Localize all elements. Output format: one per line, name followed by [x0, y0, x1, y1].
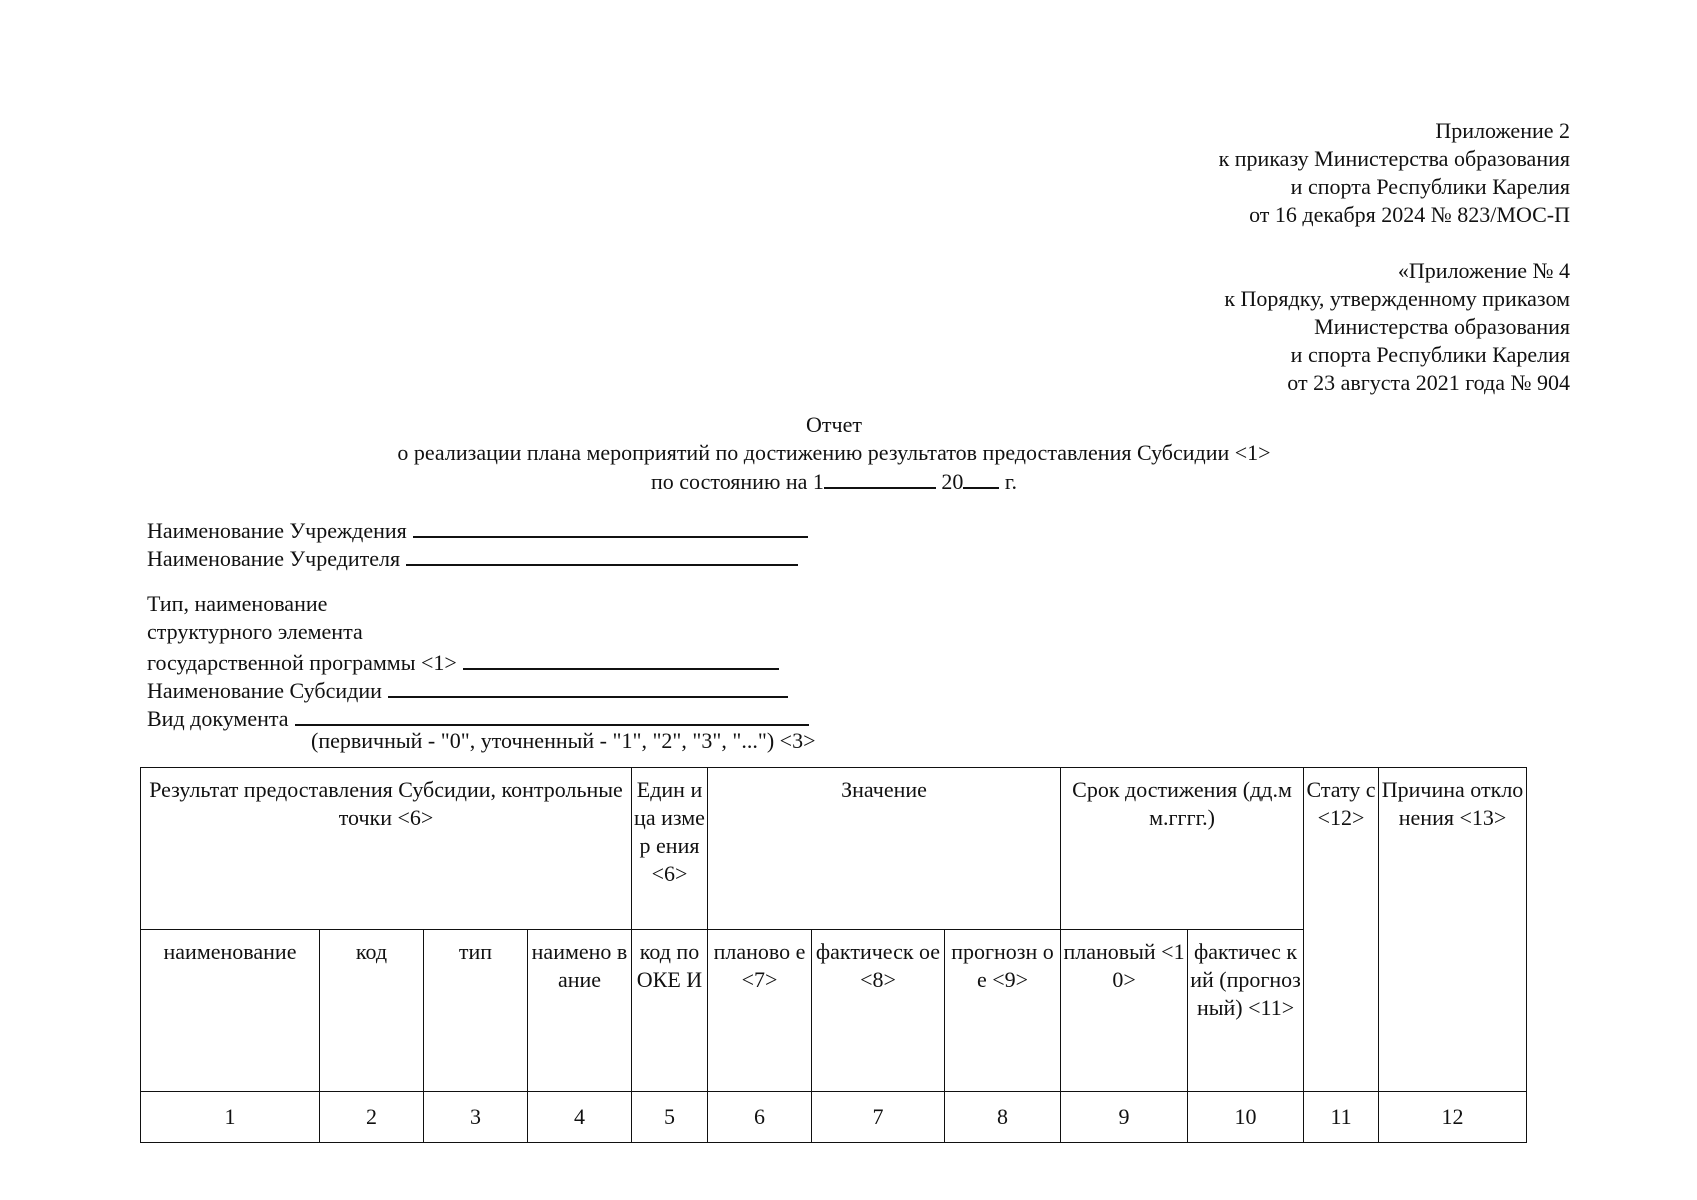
appendix-line: Приложение 2	[1435, 118, 1570, 143]
column-number: 4	[528, 1092, 632, 1143]
title-date-suffix: г.	[1004, 469, 1017, 494]
subsidy-field	[147, 674, 788, 705]
appendix-line: от 16 декабря 2024 № 823/МОС-П	[1249, 202, 1570, 227]
subheader-planned-term: плановый <10>	[1061, 930, 1188, 1092]
program-input-line[interactable]	[463, 646, 779, 670]
founder-input-line[interactable]	[406, 542, 798, 566]
appendix-line: к приказу Министерства образования	[1218, 146, 1570, 171]
column-number: 12	[1379, 1092, 1527, 1143]
header-value: Значение	[708, 768, 1061, 930]
doc-type-note: (первичный - "0", уточненный - "1", "2", "3", "...") <3>	[311, 728, 816, 753]
year-blank-field[interactable]	[963, 467, 999, 489]
report-title	[0, 411, 1668, 496]
subheader-type: тип	[424, 930, 528, 1092]
subheader-okei: код по ОКЕ И	[632, 930, 708, 1092]
founder-label: Наименование Учредителя	[147, 546, 401, 571]
column-number: 7	[812, 1092, 945, 1143]
subheader-name: наименование	[141, 930, 320, 1092]
header-status: Стату с <12>	[1304, 768, 1379, 1092]
header-reason: Причина отклонения <13>	[1379, 768, 1527, 1092]
report-table	[140, 767, 1527, 1143]
column-number: 1	[141, 1092, 320, 1143]
institution-input-line[interactable]	[413, 514, 808, 538]
appendix-line: и спорта Республики Карелия	[1290, 174, 1570, 199]
title-line: Отчет	[806, 412, 862, 437]
doc-type-label: Вид документа	[147, 706, 289, 731]
type-label-line: Тип, наименование	[147, 591, 328, 616]
column-number: 2	[320, 1092, 424, 1143]
program-label: государственной программы <1>	[147, 650, 457, 675]
column-number: 5	[632, 1092, 708, 1143]
institution-label: Наименование Учреждения	[147, 518, 407, 543]
subheader-planned-value: планово е <7>	[708, 930, 812, 1092]
appendix-reference	[1219, 117, 1570, 229]
column-number: 9	[1061, 1092, 1188, 1143]
table-header-row	[141, 768, 1527, 930]
header-unit: Един ица измер ения <6>	[632, 768, 708, 930]
order-line: к Порядку, утвержденному приказом	[1224, 286, 1570, 311]
subsidy-label: Наименование Субсидии	[147, 678, 382, 703]
title-date-line	[0, 467, 1668, 496]
header-result: Результат предоставления Субсидии, контрольные точки <6>	[141, 768, 632, 930]
column-number: 10	[1188, 1092, 1304, 1143]
order-line: Министерства образования	[1314, 314, 1570, 339]
title-date-year: 20	[941, 469, 964, 494]
subheader-title: наимено вание	[528, 930, 632, 1092]
column-number: 11	[1304, 1092, 1379, 1143]
order-line: «Приложение № 4	[1397, 258, 1570, 283]
subheader-actual-term: фактичес кий (прогноз ный) <11>	[1188, 930, 1304, 1092]
subheader-actual-value: фактическ ое <8>	[812, 930, 945, 1092]
date-blank-field[interactable]	[824, 467, 936, 489]
table-number-row	[141, 1092, 1527, 1143]
title-date-prefix: по состоянию на 1	[651, 469, 824, 494]
title-line: о реализации плана мероприятий по достижению результатов предоставления Субсидии <1>	[397, 440, 1271, 465]
subheader-forecast-value: прогнозн ое <9>	[945, 930, 1061, 1092]
column-number: 6	[708, 1092, 812, 1143]
order-line: от 23 августа 2021 года № 904	[1287, 370, 1570, 395]
institution-field	[147, 514, 808, 545]
program-field	[147, 646, 779, 677]
subheader-code: код	[320, 930, 424, 1092]
header-term: Срок достижения (дд.мм.гггг.)	[1061, 768, 1304, 930]
doc-type-input-line[interactable]	[295, 702, 809, 726]
column-number: 3	[424, 1092, 528, 1143]
subsidy-input-line[interactable]	[388, 674, 788, 698]
order-reference	[1224, 257, 1570, 397]
column-number: 8	[945, 1092, 1061, 1143]
founder-field	[147, 542, 798, 573]
order-line: и спорта Республики Карелия	[1290, 342, 1570, 367]
type-label-line: структурного элемента	[147, 619, 363, 644]
